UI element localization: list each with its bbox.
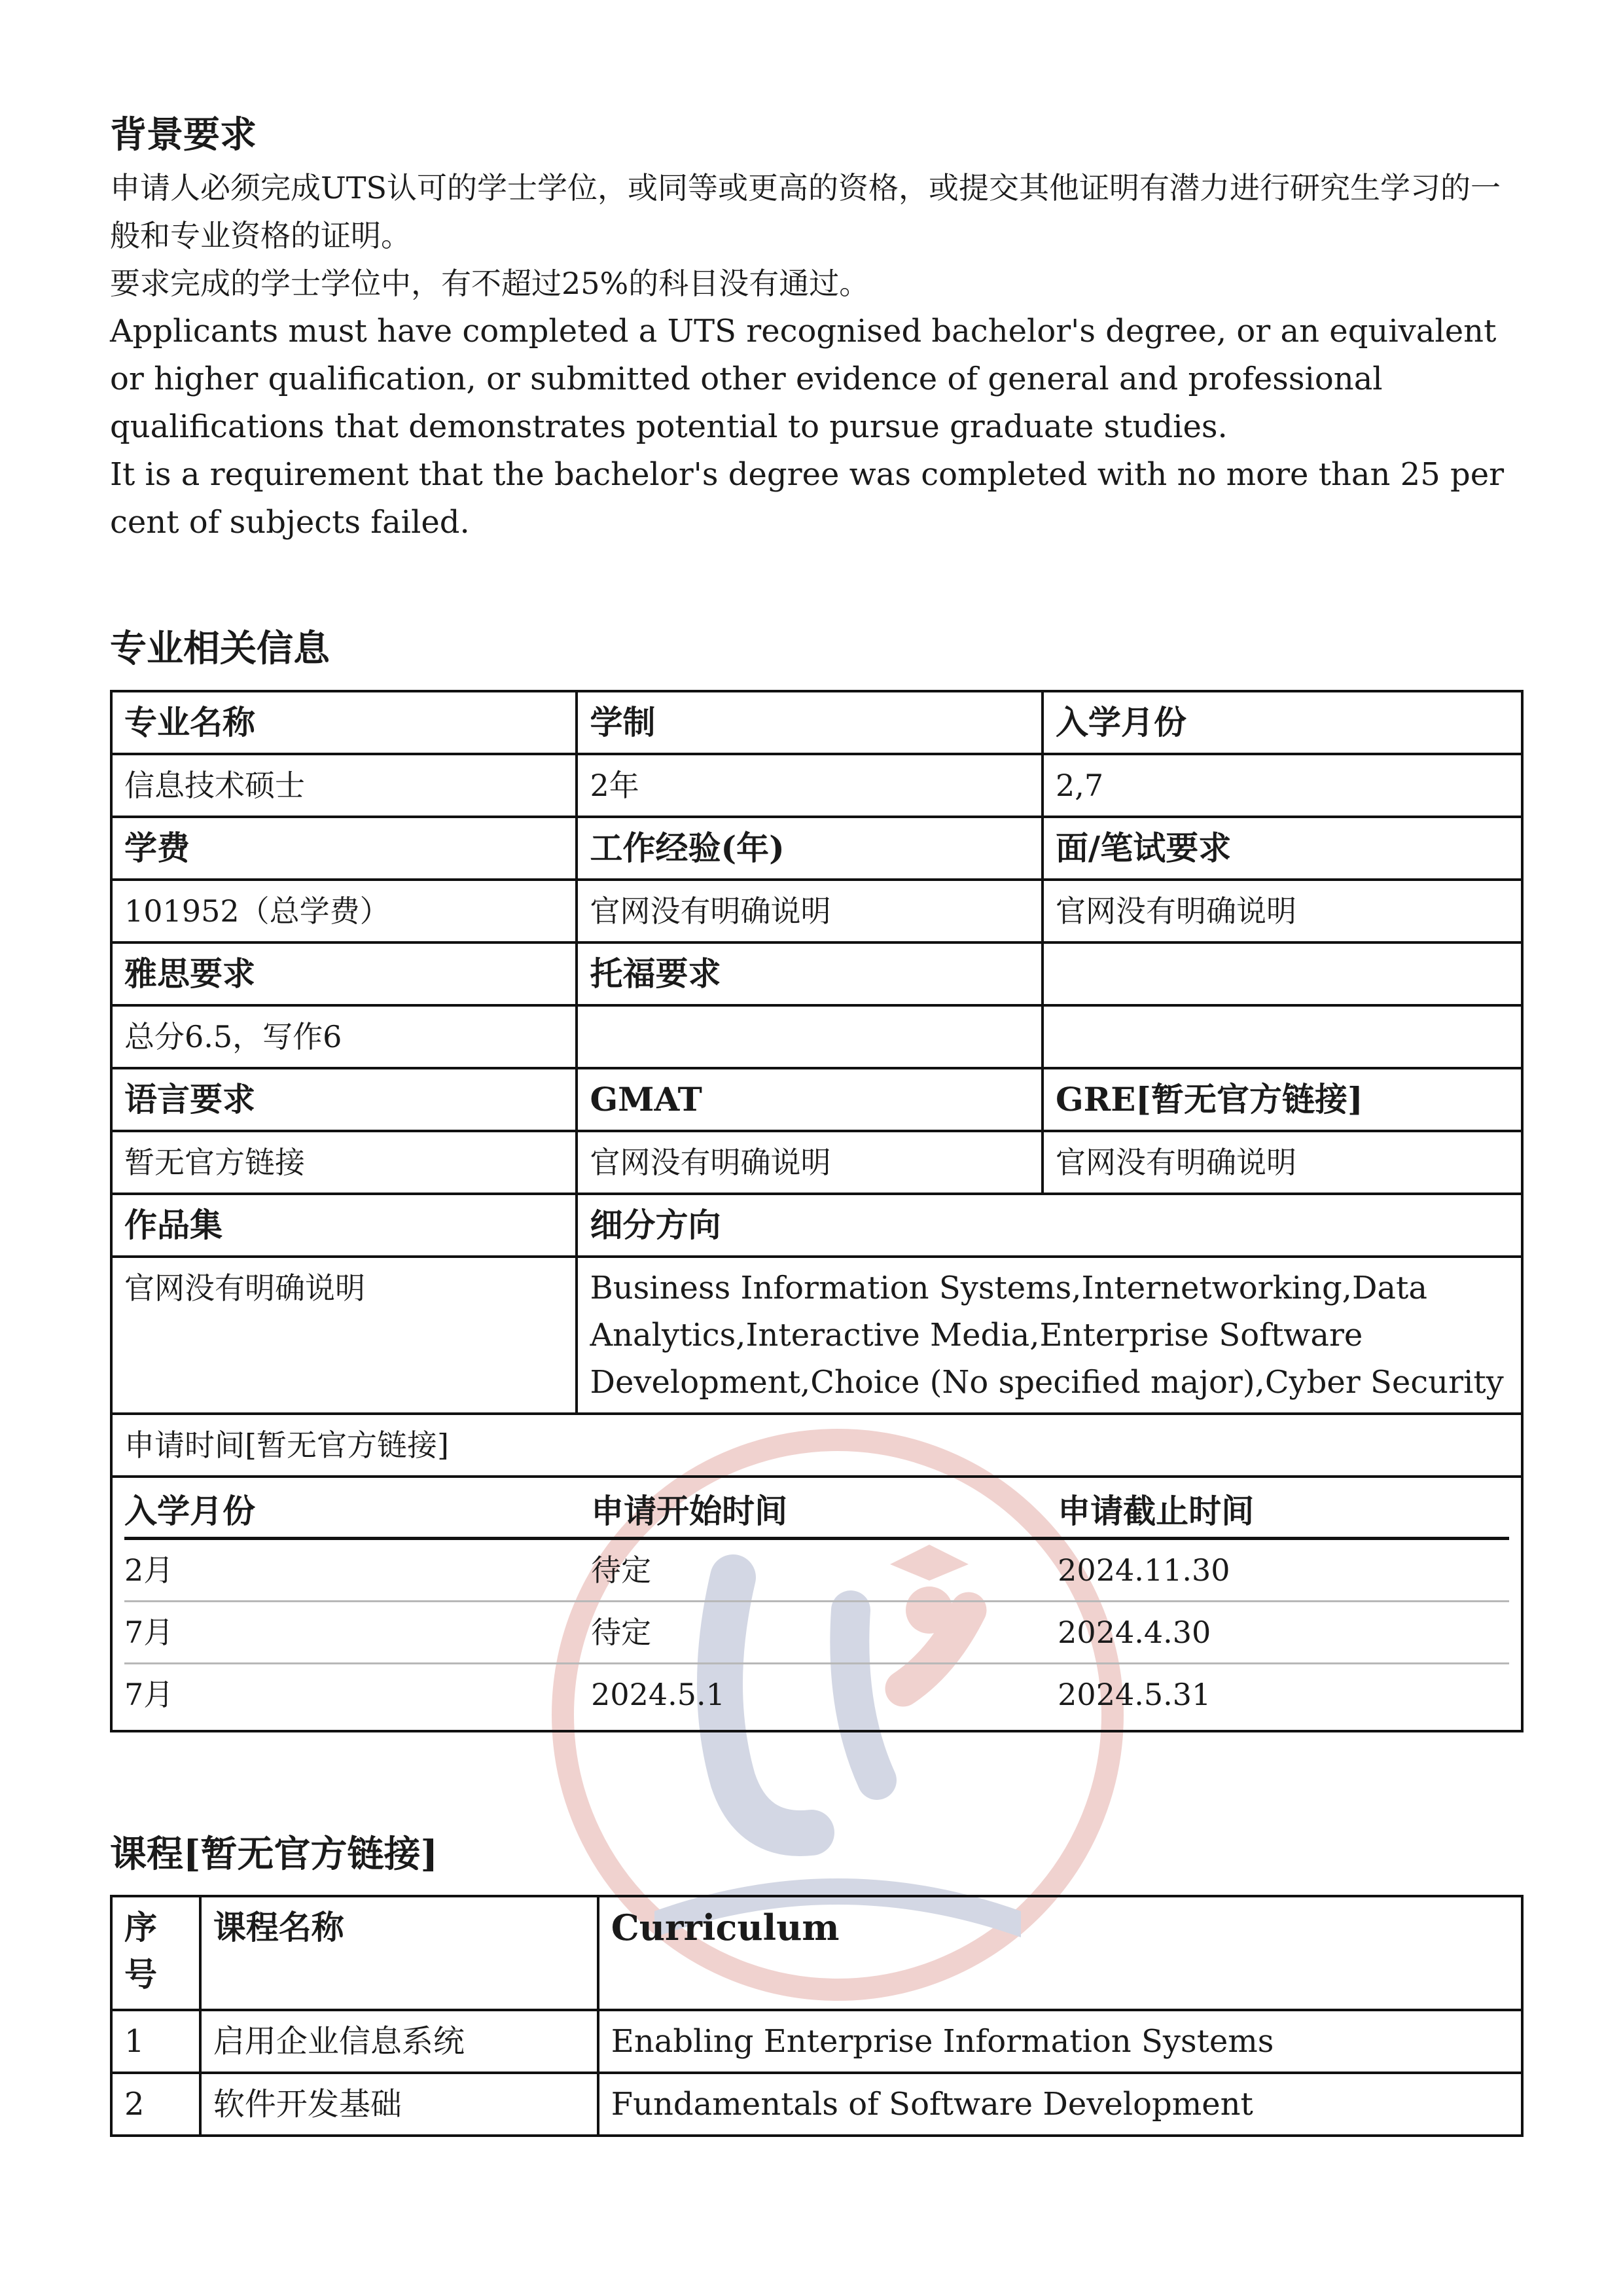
dates-header-intake: 入学月份 (124, 1482, 591, 1539)
table-row (111, 2073, 1522, 2136)
course-header-name-cn: 课程名称 (200, 1896, 598, 2010)
fee-label: 学费 (111, 817, 577, 880)
interview-value: 官网没有明确说明 (1043, 880, 1522, 942)
table-row (124, 1663, 1509, 1725)
table-row (111, 1131, 1522, 1194)
duration-label: 学制 (577, 691, 1042, 754)
course-name-en: Fundamentals of Software Development (598, 2073, 1522, 2136)
table-row (111, 754, 1522, 817)
portfolio-label: 作品集 (111, 1194, 577, 1257)
work-experience-label: 工作经验(年) (577, 817, 1042, 880)
course-name-en: Enabling Enterprise Information Systems (598, 2010, 1522, 2073)
background-en-paragraph-1: Applicants must have completed a UTS recognised bachelor's degree, or an equivalent or higher qualification, or submitted other evidence of general and professional qualifications that demonstrates potential to pursue graduate studies. (110, 312, 1497, 445)
dates-header-deadline: 申请截止时间 (1058, 1482, 1509, 1539)
gmat-label: GMAT (577, 1068, 1042, 1131)
background-cn-paragraph-2: 要求完成的学士学位中，有不超过25%的科目没有通过。 (110, 265, 870, 301)
table-row (111, 1257, 1522, 1414)
course-index: 2 (111, 2073, 200, 2136)
gre-label: GRE[暂无官方链接] (1043, 1068, 1522, 1131)
empty-cell (1043, 942, 1522, 1005)
application-dates-cell (111, 1477, 1522, 1731)
gre-value: 官网没有明确说明 (1043, 1131, 1522, 1194)
major-name-value: 信息技术硕士 (111, 754, 577, 817)
dates-cell: 2024.5.1 (591, 1676, 725, 1712)
fee-value: 101952（总学费） (111, 880, 577, 942)
toefl-label: 托福要求 (577, 942, 1042, 1005)
table-row (111, 691, 1522, 754)
course-index: 1 (111, 2010, 200, 2073)
major-info-table (110, 690, 1524, 1732)
course-header-curriculum: Curriculum (598, 1896, 1522, 2010)
background-cn-paragraph-1: 申请人必须完成UTS认可的学士学位，或同等或更高的资格，或提交其他证明有潜力进行研究生学习的一般和专业资格的证明。 (110, 170, 1501, 253)
major-name-label: 专业名称 (111, 691, 577, 754)
course-name-cn: 软件开发基础 (200, 2073, 598, 2136)
table-row (111, 880, 1522, 942)
table-header-row (111, 1896, 1522, 2010)
dates-cell: 待定 (591, 1538, 1058, 1601)
dates-cell: 2024.5.31 (1058, 1676, 1211, 1712)
table-row (111, 1194, 1522, 1257)
dates-cell: 7月 (124, 1601, 591, 1663)
table-row (111, 1414, 1522, 1477)
table-row (124, 1538, 1509, 1601)
language-value: 暂无官方链接 (111, 1131, 577, 1194)
dates-cell: 2024.11.30 (1058, 1538, 1509, 1601)
course-name-cn: 启用企业信息系统 (200, 2010, 598, 2073)
language-label: 语言要求 (111, 1068, 577, 1131)
table-row (111, 1477, 1522, 1731)
document-page (110, 111, 1524, 2137)
dates-header-start: 申请开始时间 (591, 1482, 1058, 1539)
course-header-index: 序号 (111, 1896, 200, 2010)
duration-value: 2年 (577, 754, 1042, 817)
courses-title: 课程[暂无官方链接] (110, 1832, 438, 1876)
table-row (111, 1005, 1522, 1068)
interview-label: 面/笔试要求 (1043, 817, 1522, 880)
empty-cell (1043, 1005, 1522, 1068)
intake-value: 2,7 (1043, 754, 1522, 817)
portfolio-value: 官网没有明确说明 (111, 1257, 577, 1414)
table-row (111, 817, 1522, 880)
ielts-label: 雅思要求 (111, 942, 577, 1005)
dates-cell: 7月 (124, 1676, 174, 1712)
table-header-row (124, 1482, 1509, 1539)
background-title: 背景要求 (110, 113, 257, 156)
table-row (124, 1601, 1509, 1663)
toefl-value (577, 1005, 1042, 1068)
specialisation-label: 细分方向 (577, 1194, 1522, 1257)
work-experience-value: 官网没有明确说明 (577, 880, 1042, 942)
table-row (111, 1068, 1522, 1131)
background-en-paragraph-2: It is a requirement that the bachelor's degree was completed with no more than 25 per cent of subjects failed. (110, 456, 1505, 541)
dates-cell: 2024.4.30 (1058, 1601, 1509, 1663)
ielts-value: 总分6.5，写作6 (111, 1005, 577, 1068)
specialisation-value: Business Information Systems,Internetworking,Data Analytics,Interactive Media,Enterprise Software Development,Choice (No specified major),Cyber Security (577, 1257, 1522, 1414)
major-title: 专业相关信息 (110, 626, 330, 670)
dates-cell: 2月 (124, 1538, 591, 1601)
table-row (111, 942, 1522, 1005)
gmat-value: 官网没有明确说明 (577, 1131, 1042, 1194)
dates-cell: 待定 (591, 1601, 1058, 1663)
courses-table (110, 1895, 1524, 2137)
application-dates-table (124, 1482, 1509, 1725)
table-row (111, 2010, 1522, 2073)
intake-label: 入学月份 (1043, 691, 1522, 754)
application-time-label: 申请时间[暂无官方链接] (111, 1414, 1522, 1477)
